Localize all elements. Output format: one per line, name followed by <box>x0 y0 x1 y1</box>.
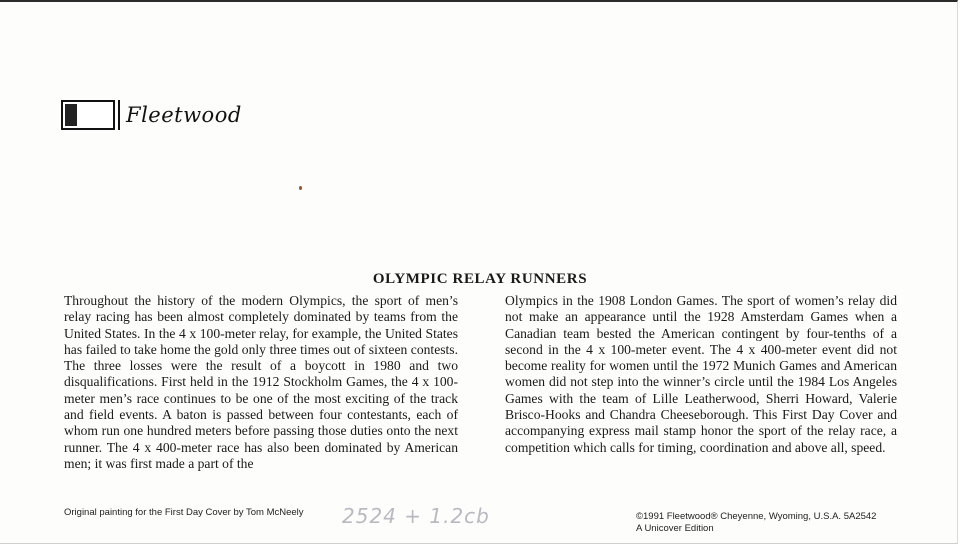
article-column-left <box>64 293 458 472</box>
paper-speck <box>299 186 302 190</box>
copyright-block <box>636 511 876 535</box>
logo-wordmark: Fleetwood <box>126 103 242 127</box>
copyright-line: ©1991 Fleetwood® Cheyenne, Wyoming, U.S.A. 5A2542 <box>636 511 877 522</box>
fleetwood-logo <box>61 99 242 131</box>
logo-divider <box>118 100 120 130</box>
handwritten-note: 2524 + 1.2cb <box>342 504 490 528</box>
article-title: OLYMPIC RELAY RUNNERS <box>372 271 588 287</box>
edition-line: A Unicover Edition <box>636 523 714 534</box>
left-column-text: Throughout the history of the modern Olympics, the sport of men’s relay racing has been almost completely dominated by teams from the United States. In the 4 x 100-meter relay, for example, the United States has failed to take home the gold only three times out of sixteen contests. The three losses were the result of a boycott in 1980 and two disqualifications. First held in the 1912 Stockholm Games, the 4 x 100-meter men’s race continues to be one of the most exciting of the track and field events. A baton is passed between four contestants, each of whom run one hundred meters before passing those duties onto the next runner. The 4 x 400-meter race has also been dominated by American men; it was first made a part of the <box>64 293 458 471</box>
logo-emblem-icon <box>61 100 115 130</box>
right-column-text: Olympics in the 1908 London Games. The sport of women’s relay did not make an appearance until the 1928 Amsterdam Games when a Canadian team bested the American contingent by four-tenths of a second in the 4 x 100-meter event. The 4 x 400-meter event did not become reality for women until the 1972 Munich Games and American women did not step into the winner’s circle until the 1984 Los Angeles Games with the team of Lille Leatherwood, Sherri Howard, Valerie Brisco-Hooks and Chandra Cheeseborough. This First Day Cover and accompanying express mail stamp honor the sport of the relay race, a competition which calls for timing, coordination and above all, speed. <box>505 293 897 455</box>
logo-emblem-fill <box>65 104 77 126</box>
painting-credit: Original painting for the First Day Cover by Tom McNeely <box>64 507 304 518</box>
article-column-right <box>505 293 897 456</box>
